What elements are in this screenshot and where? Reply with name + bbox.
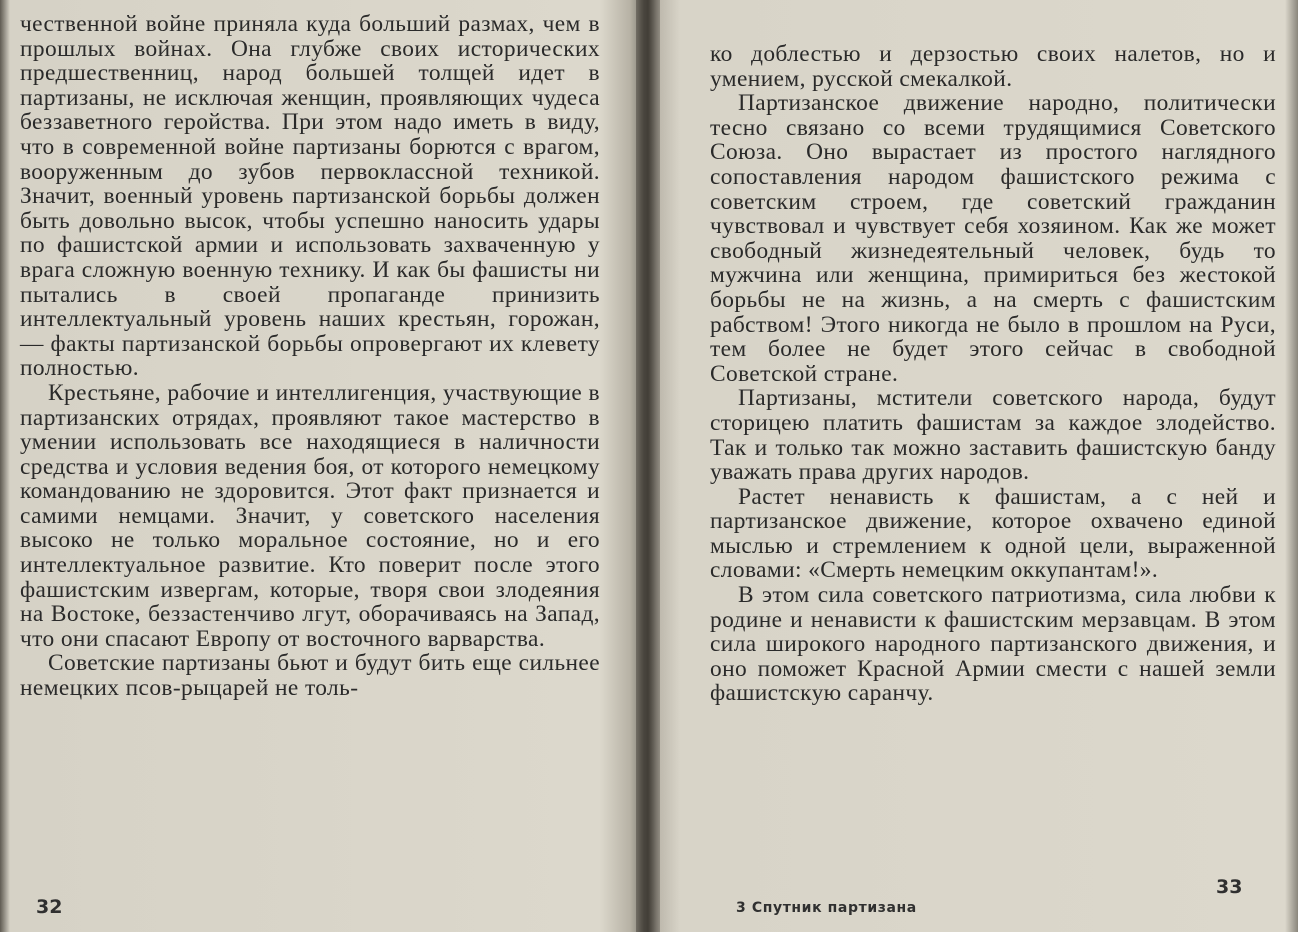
paragraph: В этом сила советского патриотизма, сила любви к родине и ненависти к фашистским мерзавцам. В этом сила широкого народного партизанского движения, и оно поможет Красной Армии смести с нашей земли фашистскую саранчу. — [710, 582, 1276, 707]
left-page — [0, 0, 640, 932]
paragraph: ко доблестью и дерзостью своих налетов, но и умением, русской смекалкой. — [710, 41, 1276, 92]
paragraph: Растет ненависть к фашистам, а с ней и партизанское движение, которое охвачено единой мыслью и стремлением к одной цели, выраженной словами: «Смерть немецким оккупантам!». — [710, 483, 1276, 584]
right-page-text — [710, 42, 1276, 706]
left-page-text — [20, 12, 600, 701]
page-number: 33 — [1216, 876, 1243, 898]
paragraph: Советские партизаны бьют и будут бить еще сильнее немецких псов-рыцарей не толь- — [20, 650, 600, 702]
paragraph: Крестьяне, рабочие и интеллигенция, участвующие в партизанских отрядах, проявляют такое мастерство в умении использовать все находящиеся в наличности средства и условия ведения боя, от которого немецкому командованию не здоровится. Этот факт признается и самими немцами. Значит, у советского населения высоко не только моральное состояние, но и его интеллектуальное развитие. Кто поверит после этого фашистским извергам, которые, творя свои злодеяния на Востоке, беззастенчиво лгут, оборачиваясь на Запад, что они спасают Европу от восточного варварства. — [20, 379, 600, 652]
paragraph: чественной войне приняла куда больший размах, чем в прошлых войнах. Она глубже своих исторических предшественниц, народ большей толщей идет в партизаны, не исключая женщин, проявляющих чудеса беззаветного геройства. При этом надо иметь в виду, что в современной войне партизаны борются с врагом, вооруженным до зубов первоклассной техникой. Значит, военный уровень партизанской борьбы должен быть довольно высок, чтобы успешно наносить удары по фашистской армии и использовать захваченную у врага сложную военную технику. И как бы фашисты ни пытались в своей пропаганде принизить интеллектуальный уровень наших крестьян, горожан, — факты партизанской борьбы опровергают их клевету полностью. — [20, 11, 600, 382]
paragraph: Партизаны, мстители советского народа, будут сторицею платить фашистам за каждое злодейство. Так и только так можно заставить фашистскую банду уважать права других народов. — [710, 385, 1276, 486]
paragraph: Партизанское движение народно, политически тесно связано со всеми трудящимися Советского Союза. Оно вырастает из простого наглядного сопоставления народом фашистского режима с советским строем, где советский гражданин чувствовал и чувствует себя хозяином. Как же может свободный жизнедеятельный человек, будь то мужчина или женщина, примириться без жестокой борьбы не на жизнь, а на смерть с фашистским рабством! Этого никогда не было в прошлом на Руси, тем более не будет этого сейчас в свободной Советской стране. — [710, 90, 1276, 387]
right-page — [656, 0, 1298, 932]
page-number: 32 — [36, 896, 63, 918]
signature-mark: 3 Спутник партизана — [736, 900, 917, 916]
